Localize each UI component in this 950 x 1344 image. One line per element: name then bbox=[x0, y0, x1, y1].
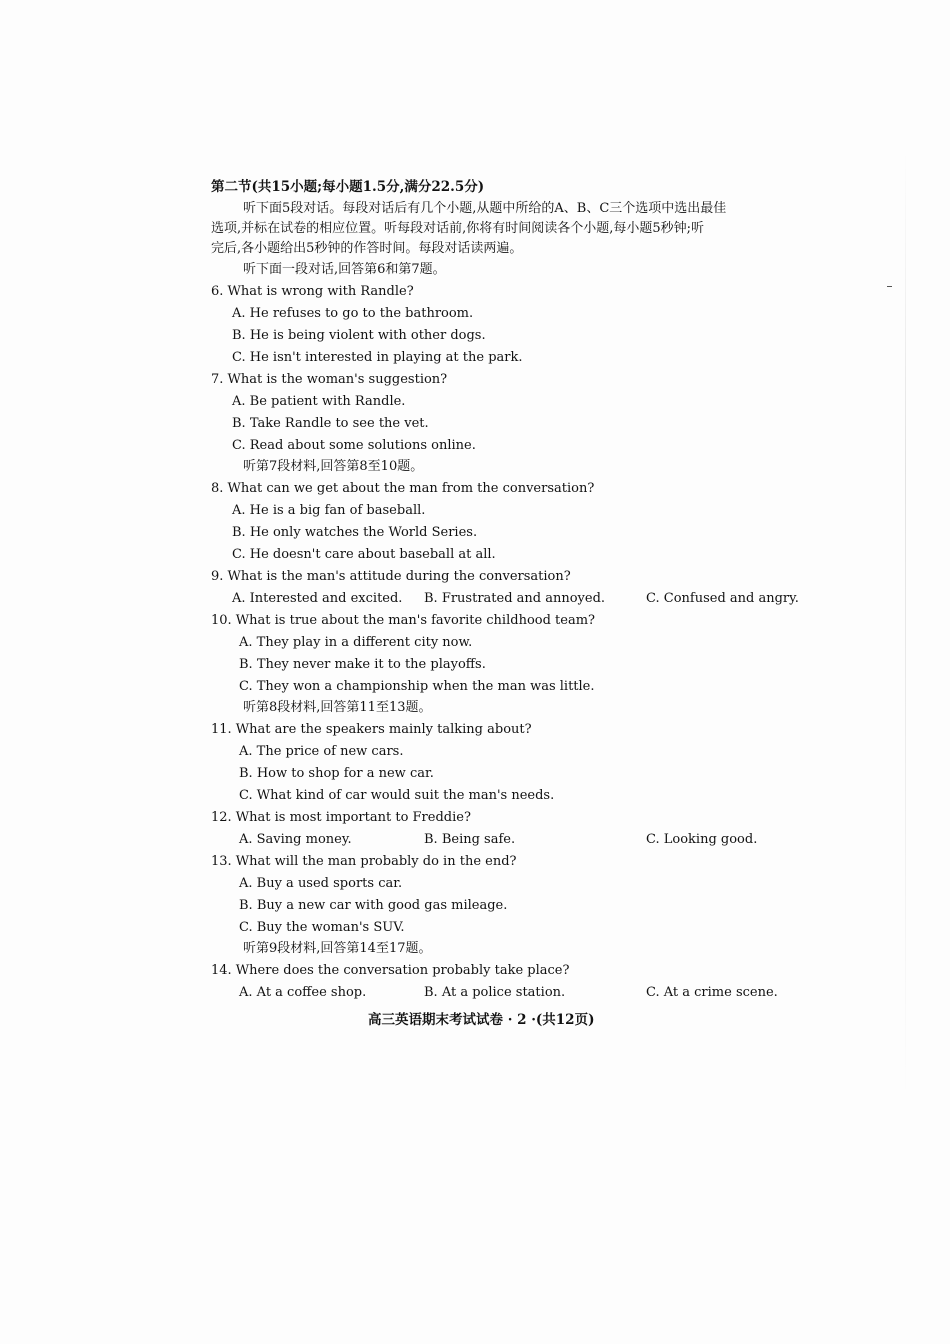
question-10-option-b: B. They never make it to the playoffs. bbox=[239, 657, 486, 672]
question-11-option-a: A. The price of new cars. bbox=[239, 744, 404, 759]
lead-8-10: 听第7段材料,回答第8至10题。 bbox=[243, 459, 424, 474]
question-14-stem: 14. Where does the conversation probably take place? bbox=[211, 963, 570, 978]
instructions-line-2: 选项,并标在试卷的相应位置。听每段对话前,你将有时间阅读各个小题,每小题5秒钟;听 bbox=[211, 221, 705, 236]
question-10-option-c: C. They won a championship when the man was little. bbox=[239, 679, 595, 694]
question-12-stem: 12. What is most important to Freddie? bbox=[211, 810, 471, 825]
question-11-option-b: B. How to shop for a new car. bbox=[239, 766, 434, 781]
question-8-option-c: C. He doesn't care about baseball at all. bbox=[232, 547, 496, 562]
lead-11-13: 听第8段材料,回答第11至13题。 bbox=[243, 700, 432, 715]
question-7-stem: 7. What is the woman's suggestion? bbox=[211, 372, 448, 387]
question-6-option-c: C. He isn't interested in playing at the park. bbox=[232, 350, 523, 365]
section-title: 第二节(共15小题;每小题1.5分,满分22.5分) bbox=[211, 179, 485, 195]
question-9-option-a: A. Interested and excited. bbox=[232, 591, 403, 606]
page-footer: 高三英语期末考试试卷 · 2 ·(共12页) bbox=[368, 1012, 595, 1028]
question-14-option-a: A. At a coffee shop. bbox=[239, 985, 367, 1000]
question-9-stem: 9. What is the man's attitude during the conversation? bbox=[211, 569, 571, 584]
question-8-option-b: B. He only watches the World Series. bbox=[232, 525, 478, 540]
question-13-option-c: C. Buy the woman's SUV. bbox=[239, 920, 405, 935]
question-6-option-b: B. He is being violent with other dogs. bbox=[232, 328, 486, 343]
scan-edge-shadow bbox=[905, 150, 906, 1100]
question-13-option-a: A. Buy a used sports car. bbox=[239, 876, 403, 891]
question-11-stem: 11. What are the speakers mainly talking about? bbox=[211, 722, 532, 737]
question-12-option-b: B. Being safe. bbox=[424, 832, 516, 847]
question-6-option-a: A. He refuses to go to the bathroom. bbox=[232, 306, 474, 321]
question-13-stem: 13. What will the man probably do in the end? bbox=[211, 854, 517, 869]
question-7-option-b: B. Take Randle to see the vet. bbox=[232, 416, 429, 431]
question-8-stem: 8. What can we get about the man from the conversation? bbox=[211, 481, 595, 496]
question-11-option-c: C. What kind of car would suit the man's needs. bbox=[239, 788, 555, 803]
lead-6-7: 听下面一段对话,回答第6和第7题。 bbox=[243, 262, 446, 277]
lead-14-17: 听第9段材料,回答第14至17题。 bbox=[243, 941, 432, 956]
instructions-line-3: 完后,各小题给出5秒钟的作答时间。每段对话读两遍。 bbox=[211, 241, 523, 256]
question-12-option-c: C. Looking good. bbox=[646, 832, 758, 847]
question-10-option-a: A. They play in a different city now. bbox=[239, 635, 473, 650]
question-6-stem: 6. What is wrong with Randle? bbox=[211, 284, 414, 299]
question-8-option-a: A. He is a big fan of baseball. bbox=[232, 503, 426, 518]
question-12-option-a: A. Saving money. bbox=[239, 832, 352, 847]
question-9-option-c: C. Confused and angry. bbox=[646, 591, 799, 606]
question-13-option-b: B. Buy a new car with good gas mileage. bbox=[239, 898, 508, 913]
question-9-option-b: B. Frustrated and annoyed. bbox=[424, 591, 606, 606]
question-14-option-b: B. At a police station. bbox=[424, 985, 566, 1000]
question-7-option-a: A. Be patient with Randle. bbox=[232, 394, 406, 409]
instructions-line-1: 听下面5段对话。每段对话后有几个小题,从题中所给的A、B、C三个选项中选出最佳 bbox=[243, 201, 727, 216]
question-7-option-c: C. Read about some solutions online. bbox=[232, 438, 476, 453]
scan-mark bbox=[887, 286, 892, 287]
question-10-stem: 10. What is true about the man's favorite childhood team? bbox=[211, 613, 596, 628]
question-14-option-c: C. At a crime scene. bbox=[646, 985, 778, 1000]
